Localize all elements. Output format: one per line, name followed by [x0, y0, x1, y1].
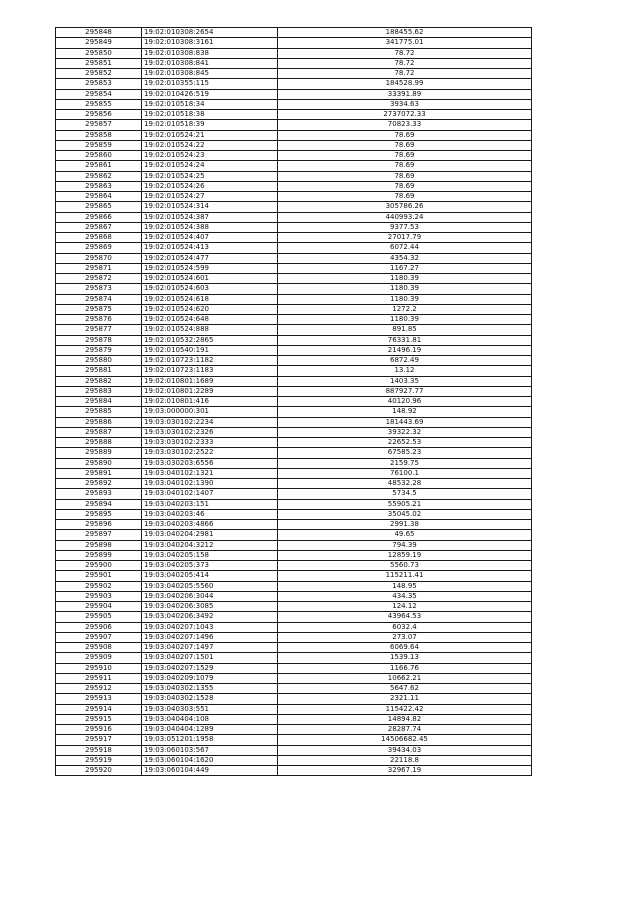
row-id-cell: 295903 [56, 591, 142, 601]
cadastral-number-cell: 19:02:010801:1689 [142, 376, 278, 386]
value-cell: 2991.38 [278, 520, 532, 530]
value-cell: 78.69 [278, 151, 532, 161]
row-id-cell: 295855 [56, 99, 142, 109]
row-id-cell: 295862 [56, 171, 142, 181]
value-cell: 6872.49 [278, 356, 532, 366]
cadastral-number-cell: 19:03:040207:1501 [142, 653, 278, 663]
table-row [56, 540, 532, 550]
value-cell: 434.35 [278, 591, 532, 601]
value-cell: 148.95 [278, 581, 532, 591]
table-row [56, 212, 532, 222]
row-id-cell: 295854 [56, 89, 142, 99]
cadastral-number-cell: 19:02:010723:1183 [142, 366, 278, 376]
row-id-cell: 295889 [56, 448, 142, 458]
cadastral-number-cell: 19:02:010308:3161 [142, 38, 278, 48]
table-row [56, 755, 532, 765]
row-id-cell: 295920 [56, 766, 142, 776]
cadastral-number-cell: 19:02:010524:601 [142, 274, 278, 284]
row-id-cell: 295916 [56, 725, 142, 735]
value-cell: 14894.82 [278, 714, 532, 724]
value-cell: 115211.41 [278, 571, 532, 581]
cadastral-number-cell: 19:03:040303:551 [142, 704, 278, 714]
table-row [56, 366, 532, 376]
table-row [56, 448, 532, 458]
value-cell: 794.39 [278, 540, 532, 550]
value-cell: 10662.21 [278, 673, 532, 683]
row-id-cell: 295900 [56, 561, 142, 571]
row-id-cell: 295904 [56, 602, 142, 612]
row-id-cell: 295853 [56, 79, 142, 89]
cadastral-number-cell: 19:03:040205:5560 [142, 581, 278, 591]
row-id-cell: 295906 [56, 622, 142, 632]
row-id-cell: 295912 [56, 684, 142, 694]
cadastral-number-cell: 19:03:040204:2981 [142, 530, 278, 540]
row-id-cell: 295861 [56, 161, 142, 171]
row-id-cell: 295887 [56, 427, 142, 437]
table-row [56, 171, 532, 181]
table-row [56, 58, 532, 68]
table-row [56, 202, 532, 212]
table-row [56, 612, 532, 622]
row-id-cell: 295867 [56, 222, 142, 232]
cadastral-number-cell: 19:02:010524:22 [142, 140, 278, 150]
value-cell: 5734.5 [278, 489, 532, 499]
table-row [56, 622, 532, 632]
row-id-cell: 295917 [56, 735, 142, 745]
table-row [56, 110, 532, 120]
table-row [56, 673, 532, 683]
table-row [56, 745, 532, 755]
cadastral-number-cell: 19:03:030102:2522 [142, 448, 278, 458]
value-cell: 5647.62 [278, 684, 532, 694]
cadastral-number-cell: 19:02:010308:2654 [142, 28, 278, 38]
data-table [55, 27, 532, 776]
row-id-cell: 295891 [56, 468, 142, 478]
cadastral-number-cell: 19:03:040203:151 [142, 499, 278, 509]
cadastral-number-cell: 19:02:010524:26 [142, 181, 278, 191]
cadastral-number-cell: 19:02:010518:39 [142, 120, 278, 130]
cadastral-number-cell: 19:03:040302:1528 [142, 694, 278, 704]
row-id-cell: 295876 [56, 315, 142, 325]
cadastral-number-cell: 19:02:010532:2865 [142, 335, 278, 345]
row-id-cell: 295902 [56, 581, 142, 591]
cadastral-number-cell: 19:02:010524:314 [142, 202, 278, 212]
cadastral-number-cell: 19:02:010524:620 [142, 304, 278, 314]
table-row [56, 602, 532, 612]
cadastral-number-cell: 19:03:060103:567 [142, 745, 278, 755]
value-cell: 1180.39 [278, 294, 532, 304]
row-id-cell: 295908 [56, 643, 142, 653]
value-cell: 32967.19 [278, 766, 532, 776]
row-id-cell: 295883 [56, 386, 142, 396]
cadastral-number-cell: 19:02:010524:888 [142, 325, 278, 335]
cadastral-number-cell: 19:02:010524:599 [142, 263, 278, 273]
cadastral-number-cell: 19:03:040206:3492 [142, 612, 278, 622]
cadastral-number-cell: 19:02:010355:115 [142, 79, 278, 89]
value-cell: 13.12 [278, 366, 532, 376]
table-row [56, 345, 532, 355]
row-id-cell: 295881 [56, 366, 142, 376]
value-cell: 21496.19 [278, 345, 532, 355]
row-id-cell: 295864 [56, 192, 142, 202]
table-row [56, 684, 532, 694]
value-cell: 115422.42 [278, 704, 532, 714]
cadastral-number-cell: 19:03:030102:2326 [142, 427, 278, 437]
table-row [56, 571, 532, 581]
cadastral-number-cell: 19:03:060104:449 [142, 766, 278, 776]
table-row [56, 530, 532, 540]
cadastral-number-cell: 19:02:010308:845 [142, 69, 278, 79]
value-cell: 12859.19 [278, 550, 532, 560]
value-cell: 78.69 [278, 130, 532, 140]
table-row [56, 386, 532, 396]
row-id-cell: 295848 [56, 28, 142, 38]
value-cell: 43964.53 [278, 612, 532, 622]
cadastral-number-cell: 19:03:040206:3044 [142, 591, 278, 601]
row-id-cell: 295865 [56, 202, 142, 212]
row-id-cell: 295851 [56, 58, 142, 68]
table-row [56, 274, 532, 284]
cadastral-number-cell: 19:02:010524:648 [142, 315, 278, 325]
cadastral-number-cell: 19:03:040102:1390 [142, 479, 278, 489]
row-id-cell: 295849 [56, 38, 142, 48]
cadastral-number-cell: 19:03:040207:1043 [142, 622, 278, 632]
table-row [56, 99, 532, 109]
value-cell: 48532.28 [278, 479, 532, 489]
value-cell: 2321.11 [278, 694, 532, 704]
value-cell: 35045.02 [278, 509, 532, 519]
cadastral-number-cell: 19:03:040205:158 [142, 550, 278, 560]
value-cell: 14506682.45 [278, 735, 532, 745]
cadastral-number-cell: 19:03:030203:6556 [142, 458, 278, 468]
table-row [56, 714, 532, 724]
row-id-cell: 295890 [56, 458, 142, 468]
row-id-cell: 295874 [56, 294, 142, 304]
table-row [56, 151, 532, 161]
cadastral-number-cell: 19:02:010524:23 [142, 151, 278, 161]
row-id-cell: 295857 [56, 120, 142, 130]
table-row [56, 304, 532, 314]
data-table-body [56, 28, 532, 776]
cadastral-number-cell: 19:02:010801:416 [142, 397, 278, 407]
cadastral-number-cell: 19:02:010524:477 [142, 253, 278, 263]
cadastral-number-cell: 19:02:010426:519 [142, 89, 278, 99]
value-cell: 6032.4 [278, 622, 532, 632]
table-row [56, 161, 532, 171]
row-id-cell: 295911 [56, 673, 142, 683]
cadastral-number-cell: 19:02:010518:34 [142, 99, 278, 109]
row-id-cell: 295873 [56, 284, 142, 294]
value-cell: 1180.39 [278, 274, 532, 284]
table-row [56, 643, 532, 653]
value-cell: 33391.89 [278, 89, 532, 99]
table-row [56, 233, 532, 243]
cadastral-number-cell: 19:03:040204:3212 [142, 540, 278, 550]
value-cell: 67585.23 [278, 448, 532, 458]
cadastral-number-cell: 19:02:010524:25 [142, 171, 278, 181]
value-cell: 305786.26 [278, 202, 532, 212]
cadastral-number-cell: 19:03:051201:1958 [142, 735, 278, 745]
table-row [56, 479, 532, 489]
cadastral-number-cell: 19:02:010524:388 [142, 222, 278, 232]
row-id-cell: 295895 [56, 509, 142, 519]
table-row [56, 766, 532, 776]
value-cell: 887927.77 [278, 386, 532, 396]
row-id-cell: 295860 [56, 151, 142, 161]
table-row [56, 725, 532, 735]
table-row [56, 520, 532, 530]
cadastral-number-cell: 19:03:040302:1355 [142, 684, 278, 694]
table-row [56, 335, 532, 345]
table-row [56, 120, 532, 130]
cadastral-number-cell: 19:02:010308:841 [142, 58, 278, 68]
cadastral-number-cell: 19:03:040206:3085 [142, 602, 278, 612]
table-row [56, 694, 532, 704]
value-cell: 273.07 [278, 632, 532, 642]
row-id-cell: 295907 [56, 632, 142, 642]
value-cell: 22118.8 [278, 755, 532, 765]
table-row [56, 28, 532, 38]
row-id-cell: 295869 [56, 243, 142, 253]
cadastral-number-cell: 19:03:040205:414 [142, 571, 278, 581]
value-cell: 891.85 [278, 325, 532, 335]
row-id-cell: 295918 [56, 745, 142, 755]
table-row [56, 181, 532, 191]
table-row [56, 243, 532, 253]
table-row [56, 192, 532, 202]
table-row [56, 704, 532, 714]
table-row [56, 417, 532, 427]
value-cell: 78.72 [278, 48, 532, 58]
table-row [56, 581, 532, 591]
cadastral-number-cell: 19:03:040404:108 [142, 714, 278, 724]
cadastral-number-cell: 19:03:040203:46 [142, 509, 278, 519]
value-cell: 78.69 [278, 161, 532, 171]
table-row [56, 550, 532, 560]
table-row [56, 38, 532, 48]
table-row [56, 438, 532, 448]
value-cell: 9377.53 [278, 222, 532, 232]
row-id-cell: 295897 [56, 530, 142, 540]
cadastral-number-cell: 19:03:040207:1497 [142, 643, 278, 653]
value-cell: 76100.1 [278, 468, 532, 478]
value-cell: 188455.62 [278, 28, 532, 38]
table-row [56, 263, 532, 273]
value-cell: 55905.21 [278, 499, 532, 509]
cadastral-number-cell: 19:02:010518:38 [142, 110, 278, 120]
value-cell: 70823.33 [278, 120, 532, 130]
cadastral-number-cell: 19:02:010524:618 [142, 294, 278, 304]
row-id-cell: 295919 [56, 755, 142, 765]
row-id-cell: 295858 [56, 130, 142, 140]
row-id-cell: 295913 [56, 694, 142, 704]
row-id-cell: 295866 [56, 212, 142, 222]
cadastral-number-cell: 19:03:030102:2234 [142, 417, 278, 427]
row-id-cell: 295888 [56, 438, 142, 448]
table-row [56, 376, 532, 386]
row-id-cell: 295915 [56, 714, 142, 724]
row-id-cell: 295877 [56, 325, 142, 335]
value-cell: 1180.39 [278, 284, 532, 294]
row-id-cell: 295856 [56, 110, 142, 120]
value-cell: 440993.24 [278, 212, 532, 222]
value-cell: 2737072.33 [278, 110, 532, 120]
table-row [56, 130, 532, 140]
value-cell: 78.69 [278, 171, 532, 181]
table-row [56, 489, 532, 499]
row-id-cell: 295850 [56, 48, 142, 58]
table-row [56, 591, 532, 601]
table-row [56, 315, 532, 325]
value-cell: 184528.99 [278, 79, 532, 89]
cadastral-number-cell: 19:02:010308:838 [142, 48, 278, 58]
cadastral-number-cell: 19:03:040102:1321 [142, 468, 278, 478]
row-id-cell: 295852 [56, 69, 142, 79]
table-row [56, 735, 532, 745]
cadastral-number-cell: 19:02:010524:387 [142, 212, 278, 222]
table-row [56, 397, 532, 407]
value-cell: 39434.03 [278, 745, 532, 755]
table-row [56, 284, 532, 294]
table-row [56, 663, 532, 673]
cadastral-number-cell: 19:03:040102:1407 [142, 489, 278, 499]
table-row [56, 509, 532, 519]
value-cell: 181443.69 [278, 417, 532, 427]
row-id-cell: 295910 [56, 663, 142, 673]
cadastral-number-cell: 19:03:040207:1529 [142, 663, 278, 673]
cadastral-number-cell: 19:03:040205:373 [142, 561, 278, 571]
table-row [56, 140, 532, 150]
value-cell: 22652.53 [278, 438, 532, 448]
value-cell: 40120.96 [278, 397, 532, 407]
table-row [56, 468, 532, 478]
row-id-cell: 295878 [56, 335, 142, 345]
table-row [56, 407, 532, 417]
table-row [56, 325, 532, 335]
row-id-cell: 295885 [56, 407, 142, 417]
row-id-cell: 295894 [56, 499, 142, 509]
cadastral-number-cell: 19:02:010524:21 [142, 130, 278, 140]
row-id-cell: 295896 [56, 520, 142, 530]
cadastral-number-cell: 19:03:060104:1620 [142, 755, 278, 765]
value-cell: 6072.44 [278, 243, 532, 253]
row-id-cell: 295880 [56, 356, 142, 366]
row-id-cell: 295914 [56, 704, 142, 714]
cadastral-number-cell: 19:03:040404:1289 [142, 725, 278, 735]
value-cell: 49.65 [278, 530, 532, 540]
value-cell: 27017.79 [278, 233, 532, 243]
row-id-cell: 295909 [56, 653, 142, 663]
value-cell: 76331.81 [278, 335, 532, 345]
cadastral-number-cell: 19:02:010801:2289 [142, 386, 278, 396]
cadastral-number-cell: 19:02:010524:24 [142, 161, 278, 171]
cadastral-number-cell: 19:02:010524:603 [142, 284, 278, 294]
table-row [56, 79, 532, 89]
row-id-cell: 295899 [56, 550, 142, 560]
value-cell: 78.72 [278, 58, 532, 68]
value-cell: 1180.39 [278, 315, 532, 325]
row-id-cell: 295882 [56, 376, 142, 386]
value-cell: 78.69 [278, 192, 532, 202]
row-id-cell: 295884 [56, 397, 142, 407]
value-cell: 2159.75 [278, 458, 532, 468]
cadastral-number-cell: 19:02:010524:27 [142, 192, 278, 202]
value-cell: 3934.63 [278, 99, 532, 109]
cadastral-number-cell: 19:02:010524:413 [142, 243, 278, 253]
cadastral-number-cell: 19:02:010540:191 [142, 345, 278, 355]
value-cell: 148.92 [278, 407, 532, 417]
table-row [56, 253, 532, 263]
row-id-cell: 295875 [56, 304, 142, 314]
table-row [56, 356, 532, 366]
row-id-cell: 295886 [56, 417, 142, 427]
table-row [56, 69, 532, 79]
value-cell: 1167.27 [278, 263, 532, 273]
row-id-cell: 295859 [56, 140, 142, 150]
cadastral-number-cell: 19:03:000000:301 [142, 407, 278, 417]
value-cell: 1403.35 [278, 376, 532, 386]
table-row [56, 653, 532, 663]
cadastral-number-cell: 19:03:040203:4866 [142, 520, 278, 530]
row-id-cell: 295871 [56, 263, 142, 273]
value-cell: 1539.13 [278, 653, 532, 663]
row-id-cell: 295901 [56, 571, 142, 581]
cadastral-number-cell: 19:02:010524:407 [142, 233, 278, 243]
row-id-cell: 295893 [56, 489, 142, 499]
value-cell: 5560.73 [278, 561, 532, 571]
table-row [56, 458, 532, 468]
table-row [56, 561, 532, 571]
table-row [56, 294, 532, 304]
row-id-cell: 295872 [56, 274, 142, 284]
value-cell: 341775.01 [278, 38, 532, 48]
cadastral-number-cell: 19:03:040207:1496 [142, 632, 278, 642]
table-row [56, 499, 532, 509]
cadastral-number-cell: 19:03:040209:1079 [142, 673, 278, 683]
value-cell: 28287.74 [278, 725, 532, 735]
row-id-cell: 295905 [56, 612, 142, 622]
value-cell: 1272.2 [278, 304, 532, 314]
table-row [56, 48, 532, 58]
value-cell: 78.69 [278, 181, 532, 191]
cadastral-number-cell: 19:03:030102:2333 [142, 438, 278, 448]
value-cell: 78.72 [278, 69, 532, 79]
row-id-cell: 295870 [56, 253, 142, 263]
table-row [56, 89, 532, 99]
table-row [56, 427, 532, 437]
row-id-cell: 295892 [56, 479, 142, 489]
table-row [56, 632, 532, 642]
row-id-cell: 295863 [56, 181, 142, 191]
row-id-cell: 295879 [56, 345, 142, 355]
value-cell: 78.69 [278, 140, 532, 150]
row-id-cell: 295868 [56, 233, 142, 243]
value-cell: 124.12 [278, 602, 532, 612]
value-cell: 1166.76 [278, 663, 532, 673]
value-cell: 6069.64 [278, 643, 532, 653]
table-row [56, 222, 532, 232]
row-id-cell: 295898 [56, 540, 142, 550]
value-cell: 4354.32 [278, 253, 532, 263]
cadastral-number-cell: 19:02:010723:1182 [142, 356, 278, 366]
value-cell: 39322.32 [278, 427, 532, 437]
